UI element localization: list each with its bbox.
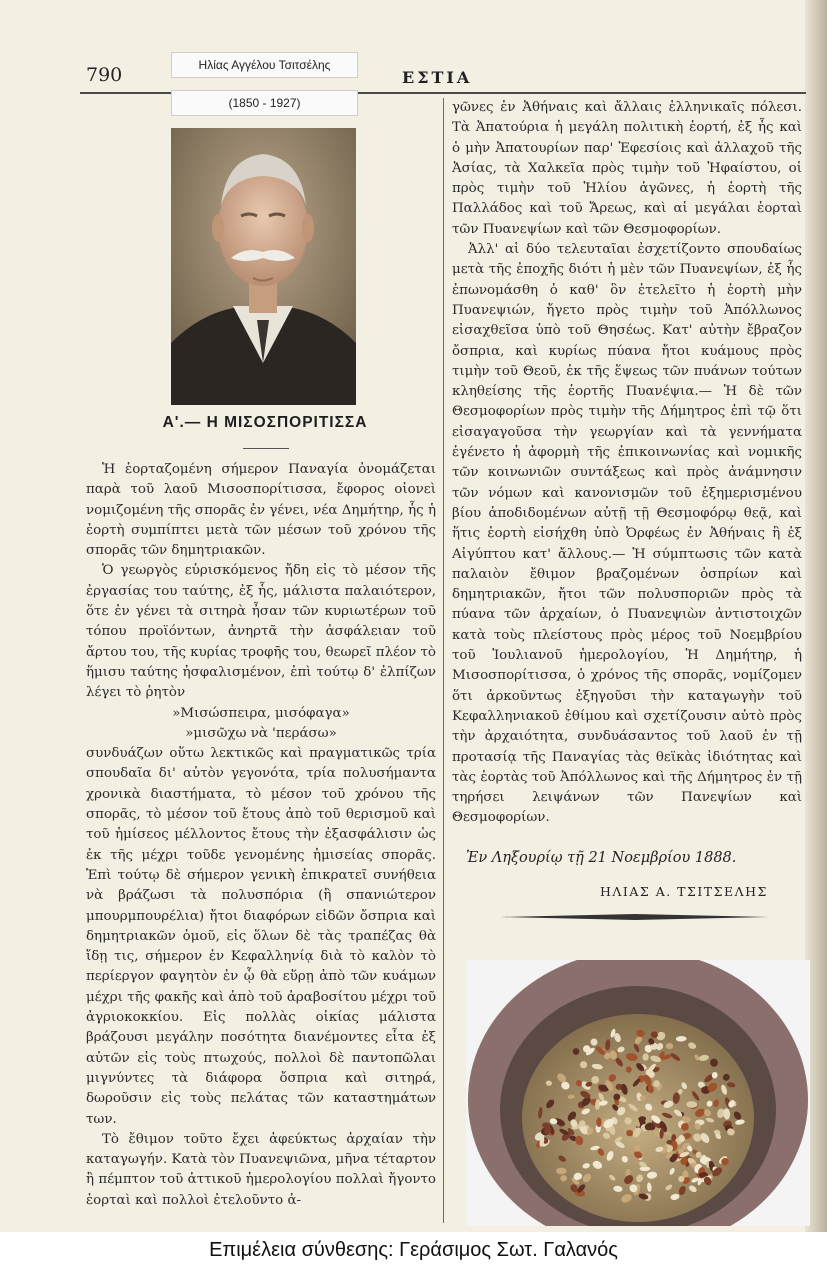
portrait-image <box>171 128 356 405</box>
grain <box>560 1175 567 1181</box>
grain <box>556 1168 566 1175</box>
right-column <box>452 98 802 829</box>
title-rule <box>243 448 289 449</box>
composition-credit: Επιμέλεια σύνθεσης: Γεράσιμος Σωτ. Γαλανός <box>209 1239 618 1261</box>
life-years-caption: (1850 - 1927) <box>171 90 358 116</box>
grain <box>596 1117 601 1127</box>
paragraph: Ἡ ἑορταζομένη σήμερον Παναγία ὀνομάζεται παρὰ τοῦ λαοῦ Μισοσπορίτισσα, ἔφορος οἱονεὶ νομιζομένη τῆς σπορᾶς ἐν γένει, νέα Δημήτηρ, ἧς ἡ ἑορτὴ συμπίπτει μετὰ τῶν μέσων τοῦ χρόνου τῆς σπορᾶς τῶν δημητριακῶν. <box>86 462 436 559</box>
paragraph: Ὁ γεωργὸς εὑρισκόμενος ἤδη εἰς τὸ μέσον τῆς ἐργασίας του ταύτης, ἐξ ἧς, μάλιστα παλαιότερον, ὅτε ἐν γένει τὰ σιτηρὰ ἦσαν τῶν κυριωτέρων τοῦ τόπου προϊόντων, ἀνηρτᾶ τὴν ἀσφάλειαν τοῦ ἄρτου του, τῆς κυρίας τροφῆς του, θεωρεῖ πλέον τὸ ἥμισυ ταύτης ἠσφαλισμένον, ἐπὶ τούτῳ δ' ἐλπίζων λέγει τὸ ῥητὸν <box>86 563 436 701</box>
paragraph: Ἀλλ' αἱ δύο τελευταῖαι ἐσχετίζοντο σπουδαίως μετὰ τῆς ἐποχῆς διότι ἡ μὲν τῶν Πυανεψίων, ἐξ ἧς ἐπωνομάσθη ὁ καθ' ὃν ἐτελεῖτο ἡ ἑορτὴ μὴν Πυανεψιών, ἤγετο πρὸς τιμὴν τοῦ Ἀπόλλωνος εἰσαχθεῖσα ὑπὸ τοῦ Θησέως. Κατ' αὐτὴν ἔβραζον ὄσπρια, καὶ κυρίως πύανα ἤτοι κυάμους πρὸς τιμὴν τοῦ Θεοῦ, ἐκ τῆς ἕψεως τῶν πυάνων τούτων κληθείσης τῆς ἑορτῆς Πυανέψια.— Ἡ δὲ τῶν Θεσμοφορίων πρὸς τιμὴν τῆς Δήμητρος ἐπὶ τῷ ὅτι εἰσαγαγοῦσα τὴν γεωργίαν καὶ τὰ γεννήματα ἐγένετο ἡ ἀφορμὴ τῆς ἐπικοινωνίας καὶ νομικῆς τῶν κοινωνιῶν συντάξεως καὶ πρὸς ἀνάμνησιν τῶν νόμων καὶ κανονισμῶν τοῦ ἐξημερισμένου βίου ἀποδιδομένων αὐτῇ τῇ Θεσμοφόρῳ θεᾷ, καὶ ἥτις ἑορτὴ εἰσήχθη ὑπὸ Ὀρφέως ἐν Ἀθήναις ἢ ἐξ Αἰγύπτου κατ' ἄλλους.— Ἡ σύμπτωσις τῶν κατὰ παλαιὸν ἔθιμον βραζομένων ὀσπρίων καὶ δημητριακῶν, ἤτοι τῶν πολυσποριῶν πρὸς τὰ πύανα τῶν ἀρχαίων, ὁ Πυανεψιὼν ἀντιστοιχῶν κατὰ τοὺς πλείστους πρὸς μέρος τοῦ Νοεμβρίου τοῦ Ἰουλιανοῦ ἡμερολογίου, Ἡ Δημήτηρ, ἡ Μισοσπορίτισσα, ὁ χρόνος τῆς σπορᾶς, νομίζομεν ὅτι ἀρκοῦντως ἐξηγοῦσι τὴν καταγωγὴν τοῦ Κεφαλληνιακοῦ ἐθίμου καὶ σχετίζουσιν αὐτὸ πρὸς τὴν ἀρχαιότητα, συνδυάσαντος τοῦ λαοῦ ἐν τῇ προτασίᾳ τῆς Παναγίας τὰς θεϊκὰς ἰδιότητας καὶ τὰς ἑορτὰς τοῦ Ἀπόλλωνος καὶ τῆς Δήμητρος ἐν τῇ τηρήσει λειψάνων τῶν Πανεψίων καὶ Θεσμοφορίων. <box>452 242 802 826</box>
boiled-grains-photo <box>466 960 810 1226</box>
verse-line: »μισῶχω νὰ 'περάσω» <box>185 725 337 741</box>
paragraph: γῶνες ἐν Ἀθήναις καὶ ἄλλαις ἑλληνικαῖς πόλεσι. Τὰ Ἀπατούρια ἡ μεγάλη πολιτικὴ ἑορτή, ἐξ ἧς καὶ ὁ μὴν Ἀπατουρίων παρ' Ἐφεσίοις καὶ ἀλλαχοῦ τῆς Ἀσίας, τὰ Χαλκεῖα πρὸς τιμὴν τοῦ Ἡφαίστου, οἱ πρὸς τιμὴν τοῦ Ἡλίου ἀγῶνες, ἡ ἑορτὴ τῆς Παλλάδος καὶ τοῦ Ἄρεως, καὶ αἱ μεγάλαι ἑορταὶ τῶν Πυανεψίων καὶ τῶν Θεσμοφορίων. <box>452 100 802 237</box>
pot-of-beans-image <box>466 960 810 1226</box>
column-rule <box>443 98 444 1223</box>
left-column <box>86 460 436 1211</box>
author-name-caption: Ηλίας Αγγέλου Τσιτσέλης <box>171 52 358 78</box>
paragraph: συνδυάζων οὕτω λεκτικῶς καὶ πραγματικῶς τρία σπουδαῖα δι' αὐτὸν γεγονότα, τρία πολυσήμαντα χρονικὰ διαστήματα, τὸ μέσον τοῦ χρόνου τῆς σπορᾶς, τὸ μέσον τοῦ ἔτους ἀπὸ τοῦ θερισμοῦ καὶ τοῦ ἡμίσεος μέλλοντος ἔτους τὴν ἐξασφάλισιν ὡς ἐκ τῆς μέχρι τοῦδε γενομένης ἡμισείας σπορᾶς. Ἐπὶ τούτῳ δὲ σήμερον γενικὴ ἐπικρατεῖ συνήθεια νὰ βράζωσι τὰ πολυσπόρια (ἢ σπανιώτερον μπουρμπουρέλια) ἤτοι διαφόρων εἰδῶν ὄσπρια καὶ δημητριακῶν ὁμοῦ, εἰς ὅλων δὲ τὰς τραπέζας θὰ ἴδῃ τις, σήμερον ἐν Κεφαλληνίᾳ διὰ τὸ καλὸν τὸ περίεργον φαγητὸν ἐν ᾧ θὰ εὕρῃ ἀπὸ τῶν κυάμων μέχρι τῆς φακῆς καὶ ἀπὸ τοῦ ἀραβοσίτου μέχρι τοῦ ἀγριοκοκκίου. Εἰς πολλὰς οἰκίας μάλιστα βράζουσι μεγάλην ποσότητα διανέμοντες εἶτα ἐξ αὐτῶν εἰς τοὺς πτωχούς, πολλοὶ δὲ παντοπῶλαι μιγνύντες τὰ διάφορα ὄσπρια καὶ σιτηρά, δωροῦσιν εἰς τοὺς πελάτας τῶν καταστημάτων των. <box>86 746 436 1127</box>
article-title: Α'.— Η ΜΙΣΟΣΠΟΡΙΤΙΣΣΑ <box>162 414 368 431</box>
paragraph: Τὸ ἔθιμον τοῦτο ἔχει ἀφεύκτως ἀρχαίαν τὴν καταγωγήν. Κατὰ τὸν Πυανεψιῶνα, μῆνα τέταρτον ἢ πέμπτον τοῦ ἀττικοῦ ἡμερολογίου πολλαὶ ἤγοντο ἑορταὶ καὶ πολλοὶ ἐτελοῦντο ἀ- <box>86 1131 436 1208</box>
grain <box>640 1096 646 1101</box>
author-signature: ΗΛΙΑΣ Α. ΤΣΙΤΣΕΛΗΣ <box>600 884 768 899</box>
dateline: Ἐν Ληξουρίῳ τῇ 21 Νοεμβρίου 1888. <box>466 850 737 866</box>
page-number: 790 <box>86 64 123 86</box>
verse-line: »Μισώσπειρα, μισόφαγα» <box>172 705 350 721</box>
running-head: ΕΣΤΙΑ <box>402 68 473 87</box>
ornamental-rule <box>500 913 770 921</box>
author-portrait <box>171 128 356 405</box>
